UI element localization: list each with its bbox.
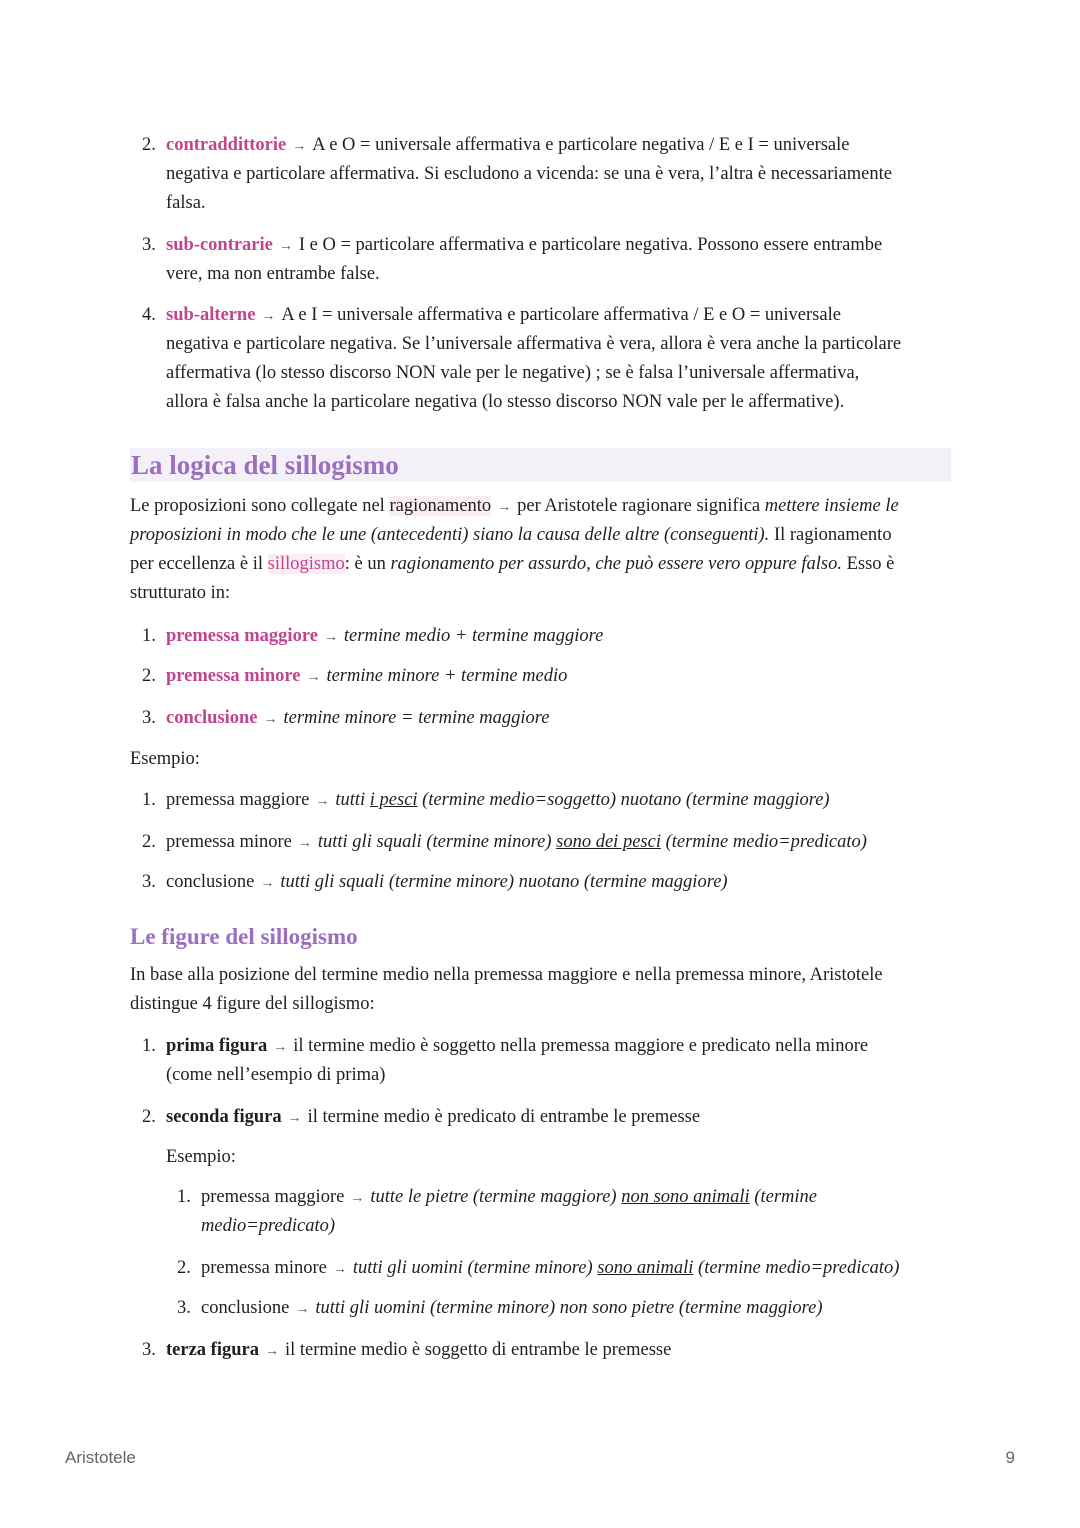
list-number: 1.: [177, 1187, 191, 1207]
paragraph-line: distingue 4 figure del sillogismo:: [130, 994, 375, 1014]
item-text: termine minore + termine medio: [326, 666, 568, 686]
list-item-sub-contrarie: [166, 231, 882, 261]
term-label: terza figura: [166, 1340, 259, 1360]
arrow-icon: →: [261, 309, 276, 324]
list-item: [166, 662, 567, 692]
italic-text: proposizioni in modo che le une (antecedenti) siano la causa delle altre (conseguenti).: [130, 525, 770, 545]
list-item: [166, 622, 603, 652]
list-item-sub-alterne: [166, 301, 841, 331]
arrow-icon: →: [332, 1262, 347, 1277]
example-label: Esempio:: [166, 1147, 236, 1167]
item-text: A e I = universale affermativa e particolare affermativa / E e O = universale: [281, 305, 841, 325]
example-item: [201, 1254, 899, 1284]
text: Il ragionamento: [769, 525, 892, 545]
list-item-contraddittorie: [166, 131, 850, 161]
term-label: premessa maggiore: [166, 626, 318, 646]
list-number: 2.: [177, 1258, 191, 1278]
arrow-icon: →: [264, 1344, 279, 1359]
italic-text: tutte le pietre (termine maggiore): [370, 1187, 622, 1207]
list-number: 4.: [142, 305, 156, 325]
italic-text: mettere insieme le: [764, 496, 899, 516]
item-label: premessa minore: [201, 1258, 327, 1278]
arrow-icon: →: [278, 239, 293, 254]
term-label: contraddittorie: [166, 135, 287, 155]
item-text: allora è falsa anche la particolare negativa (lo stesso discorso NON vale per le affermative).: [166, 392, 845, 412]
highlighted-term: sillogismo: [267, 554, 345, 574]
item-text: affermativa (lo stesso discorso NON vale per le negative) ; se è falsa l’universale affermativa,: [166, 363, 860, 383]
text: per Aristotele ragionare significa: [517, 496, 765, 516]
italic-text: (termine: [749, 1187, 818, 1207]
arrow-icon: →: [273, 1040, 288, 1055]
item-label: conclusione: [201, 1298, 290, 1318]
item-text: (come nell’esempio di prima): [166, 1065, 386, 1085]
text: : è un: [344, 554, 391, 574]
item-label: premessa minore: [166, 832, 292, 852]
text: per eccellenza è il: [130, 554, 268, 574]
term-label: seconda figura: [166, 1107, 282, 1127]
list-number: 1.: [142, 626, 156, 646]
item-text: il termine medio è predicato di entrambe le premesse: [307, 1107, 701, 1127]
list-number: 1.: [142, 790, 156, 810]
item-label: premessa maggiore: [201, 1187, 345, 1207]
arrow-icon: →: [295, 1302, 310, 1317]
subsection-heading: Le figure del sillogismo: [130, 924, 358, 949]
text: Esso è: [841, 554, 895, 574]
arrow-icon: →: [287, 1111, 302, 1126]
arrow-icon: →: [260, 876, 275, 891]
term-label: prima figura: [166, 1036, 268, 1056]
term-label: sub-alterne: [166, 305, 256, 325]
list-number: 2.: [142, 135, 156, 155]
figure-item: [166, 1336, 671, 1366]
item-text: termine medio + termine maggiore: [343, 626, 604, 646]
item-text: A e O = universale affermativa e particolare negativa / E e I = universale: [312, 135, 850, 155]
term-label: premessa minore: [166, 666, 301, 686]
arrow-icon: →: [297, 836, 312, 851]
item-text: il termine medio è soggetto di entrambe le premesse: [284, 1340, 672, 1360]
arrow-icon: →: [306, 670, 321, 685]
example-item: [201, 1183, 817, 1213]
term-label: conclusione: [166, 708, 258, 728]
list-number: 2.: [142, 1107, 156, 1127]
arrow-icon: →: [497, 500, 512, 515]
example-item: [166, 868, 728, 898]
section-heading: La logica del sillogismo: [130, 448, 951, 482]
page-number: 9: [1005, 1448, 1015, 1467]
list-number: 1.: [142, 1036, 156, 1056]
list-number: 3.: [142, 235, 156, 255]
arrow-icon: →: [263, 712, 278, 727]
term-label: sub-contrarie: [166, 235, 273, 255]
figure-item: [166, 1103, 700, 1133]
example-item: [166, 828, 867, 858]
figure-item: [166, 1032, 868, 1062]
item-text: il termine medio è soggetto nella premessa maggiore e predicato nella minore: [293, 1036, 869, 1056]
list-number: 3.: [142, 1340, 156, 1360]
italic-text: (termine medio=soggetto) nuotano (termine maggiore): [417, 790, 830, 810]
text: Le proposizioni sono collegate nel: [130, 496, 390, 516]
example-item: [166, 786, 830, 816]
item-text: I e O = particolare affermativa e particolare negativa. Possono essere entrambe: [298, 235, 883, 255]
item-text: falsa.: [166, 193, 206, 213]
item-text: termine minore = termine maggiore: [283, 708, 550, 728]
list-number: 3.: [142, 708, 156, 728]
item-text: vere, ma non entrambe false.: [166, 264, 380, 284]
example-label: Esempio:: [130, 749, 200, 769]
italic-text: (termine medio=predicato): [693, 1258, 900, 1278]
arrow-icon: →: [350, 1191, 365, 1206]
italic-text: (termine medio=predicato): [660, 832, 867, 852]
list-item: [166, 704, 549, 734]
italic-text: tutti gli squali (termine minore): [317, 832, 557, 852]
item-label: premessa maggiore: [166, 790, 310, 810]
paragraph-line: [130, 550, 894, 579]
underlined-text: non sono animali: [621, 1187, 750, 1207]
paragraph-line: strutturato in:: [130, 583, 231, 603]
italic-text: tutti gli uomini (termine minore): [352, 1258, 598, 1278]
arrow-icon: →: [292, 139, 307, 154]
list-number: 3.: [177, 1298, 191, 1318]
item-text: negativa e particolare affermativa. Si escludono a vicenda: se una è vera, l’altra è necessariamente: [166, 164, 892, 184]
paragraph-line: [130, 521, 892, 550]
underlined-text: i pesci: [369, 790, 418, 810]
arrow-icon: →: [323, 630, 338, 645]
list-number: 2.: [142, 832, 156, 852]
list-number: 3.: [142, 872, 156, 892]
italic-text: tutti gli squali (termine minore) nuotano (termine maggiore): [280, 872, 728, 892]
italic-text: tutti: [335, 790, 370, 810]
underlined-text: sono animali: [597, 1258, 694, 1278]
highlighted-term: ragionamento: [389, 496, 492, 516]
footer-title: Aristotele: [65, 1448, 136, 1467]
arrow-icon: →: [315, 794, 330, 809]
italic-text: medio=predicato): [201, 1216, 336, 1236]
paragraph-line: In base alla posizione del termine medio nella premessa maggiore e nella premessa minore, Aristotele: [130, 965, 883, 985]
italic-text: tutti gli uomini (termine minore) non sono pietre (termine maggiore): [315, 1298, 823, 1318]
list-number: 2.: [142, 666, 156, 686]
example-item: [201, 1294, 823, 1324]
italic-text: ragionamento per assurdo, che può essere vero oppure falso.: [390, 554, 842, 574]
paragraph-line: [130, 492, 899, 522]
underlined-text: sono dei pesci: [556, 832, 661, 852]
item-label: conclusione: [166, 872, 255, 892]
item-text: negativa e particolare negativa. Se l’universale affermativa è vera, allora è vera anche la particolare: [166, 334, 902, 354]
